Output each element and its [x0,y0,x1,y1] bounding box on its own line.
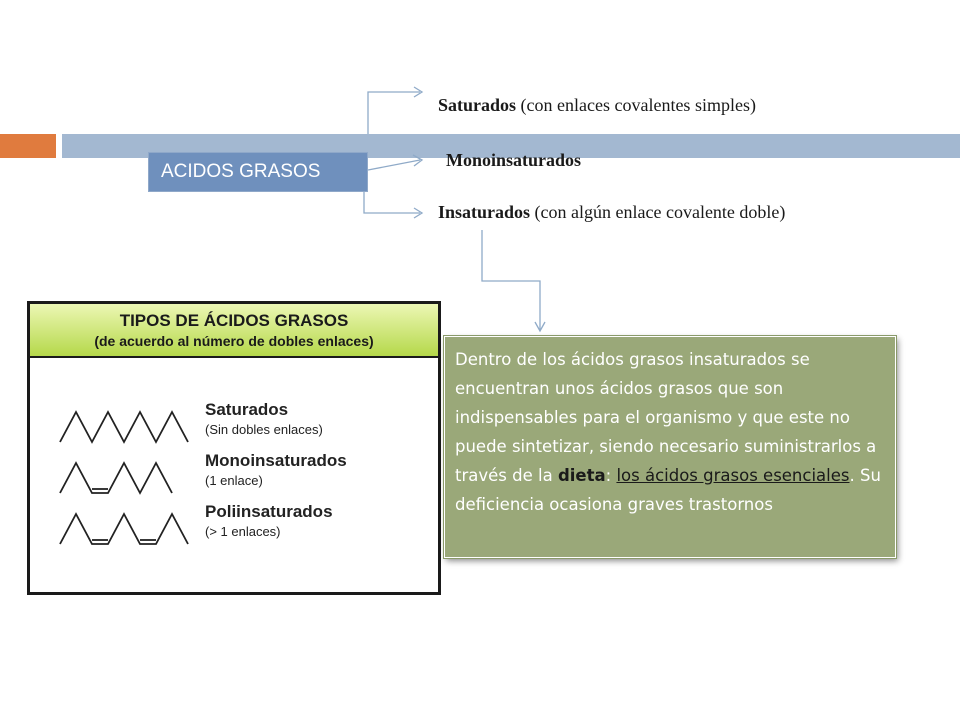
figure-title: TIPOS DE ÁCIDOS GRASOS [119,311,349,330]
row-label: Poliinsaturados [205,502,333,521]
branch-name: Saturados [438,95,517,115]
note-text-end: . Su deficiencia ocasiona graves trastornos [455,466,881,514]
connector-insaturados [364,192,420,213]
note-bold-term: dieta [557,466,606,485]
row-label: Saturados [205,400,289,419]
row-sublabel: (1 enlace) [205,473,263,488]
row-sublabel: (> 1 enlaces) [205,524,281,539]
branch-saturados [438,95,756,116]
monounsaturated-chain-icon [58,457,198,497]
connector-monoinsaturados [368,160,420,170]
figure-subtitle: (de acuerdo al número de dobles enlaces) [94,333,374,349]
figure-row-poliinsaturados [30,502,438,554]
row-label: Monoinsaturados [205,451,347,470]
fatty-acid-types-figure [27,301,441,595]
branch-name: Insaturados [438,202,531,222]
root-node-label: ACIDOS GRASOS [161,161,321,182]
connector-to-note [482,230,540,330]
note-link[interactable]: los ácidos grasos esenciales [616,466,850,485]
branch-insaturados [438,202,785,223]
note-text: Dentro de los ácidos grasos insaturados se encuentran unos ácidos grasos que son indispensables para el organismo y que este no puede sintetizar, siendo necesario suministrarlos a través de la [455,350,877,485]
branch-detail: (con enlaces covalentes simples) [516,95,756,115]
figure-row-monoinsaturados [30,451,438,503]
row-sublabel: (Sin dobles enlaces) [205,422,323,437]
essential-fatty-acids-note [444,336,896,558]
root-node [148,152,368,192]
polyunsaturated-chain-icon [58,508,198,548]
connector-saturados [368,92,420,134]
branch-monoinsaturados [446,150,581,171]
branch-name: Monoinsaturados [446,150,582,170]
figure-row-saturados [30,400,438,452]
note-colon: : [605,466,617,485]
saturated-chain-icon [58,406,198,446]
figure-header [30,304,438,358]
branch-detail: (con algún enlace covalente doble) [530,202,786,222]
